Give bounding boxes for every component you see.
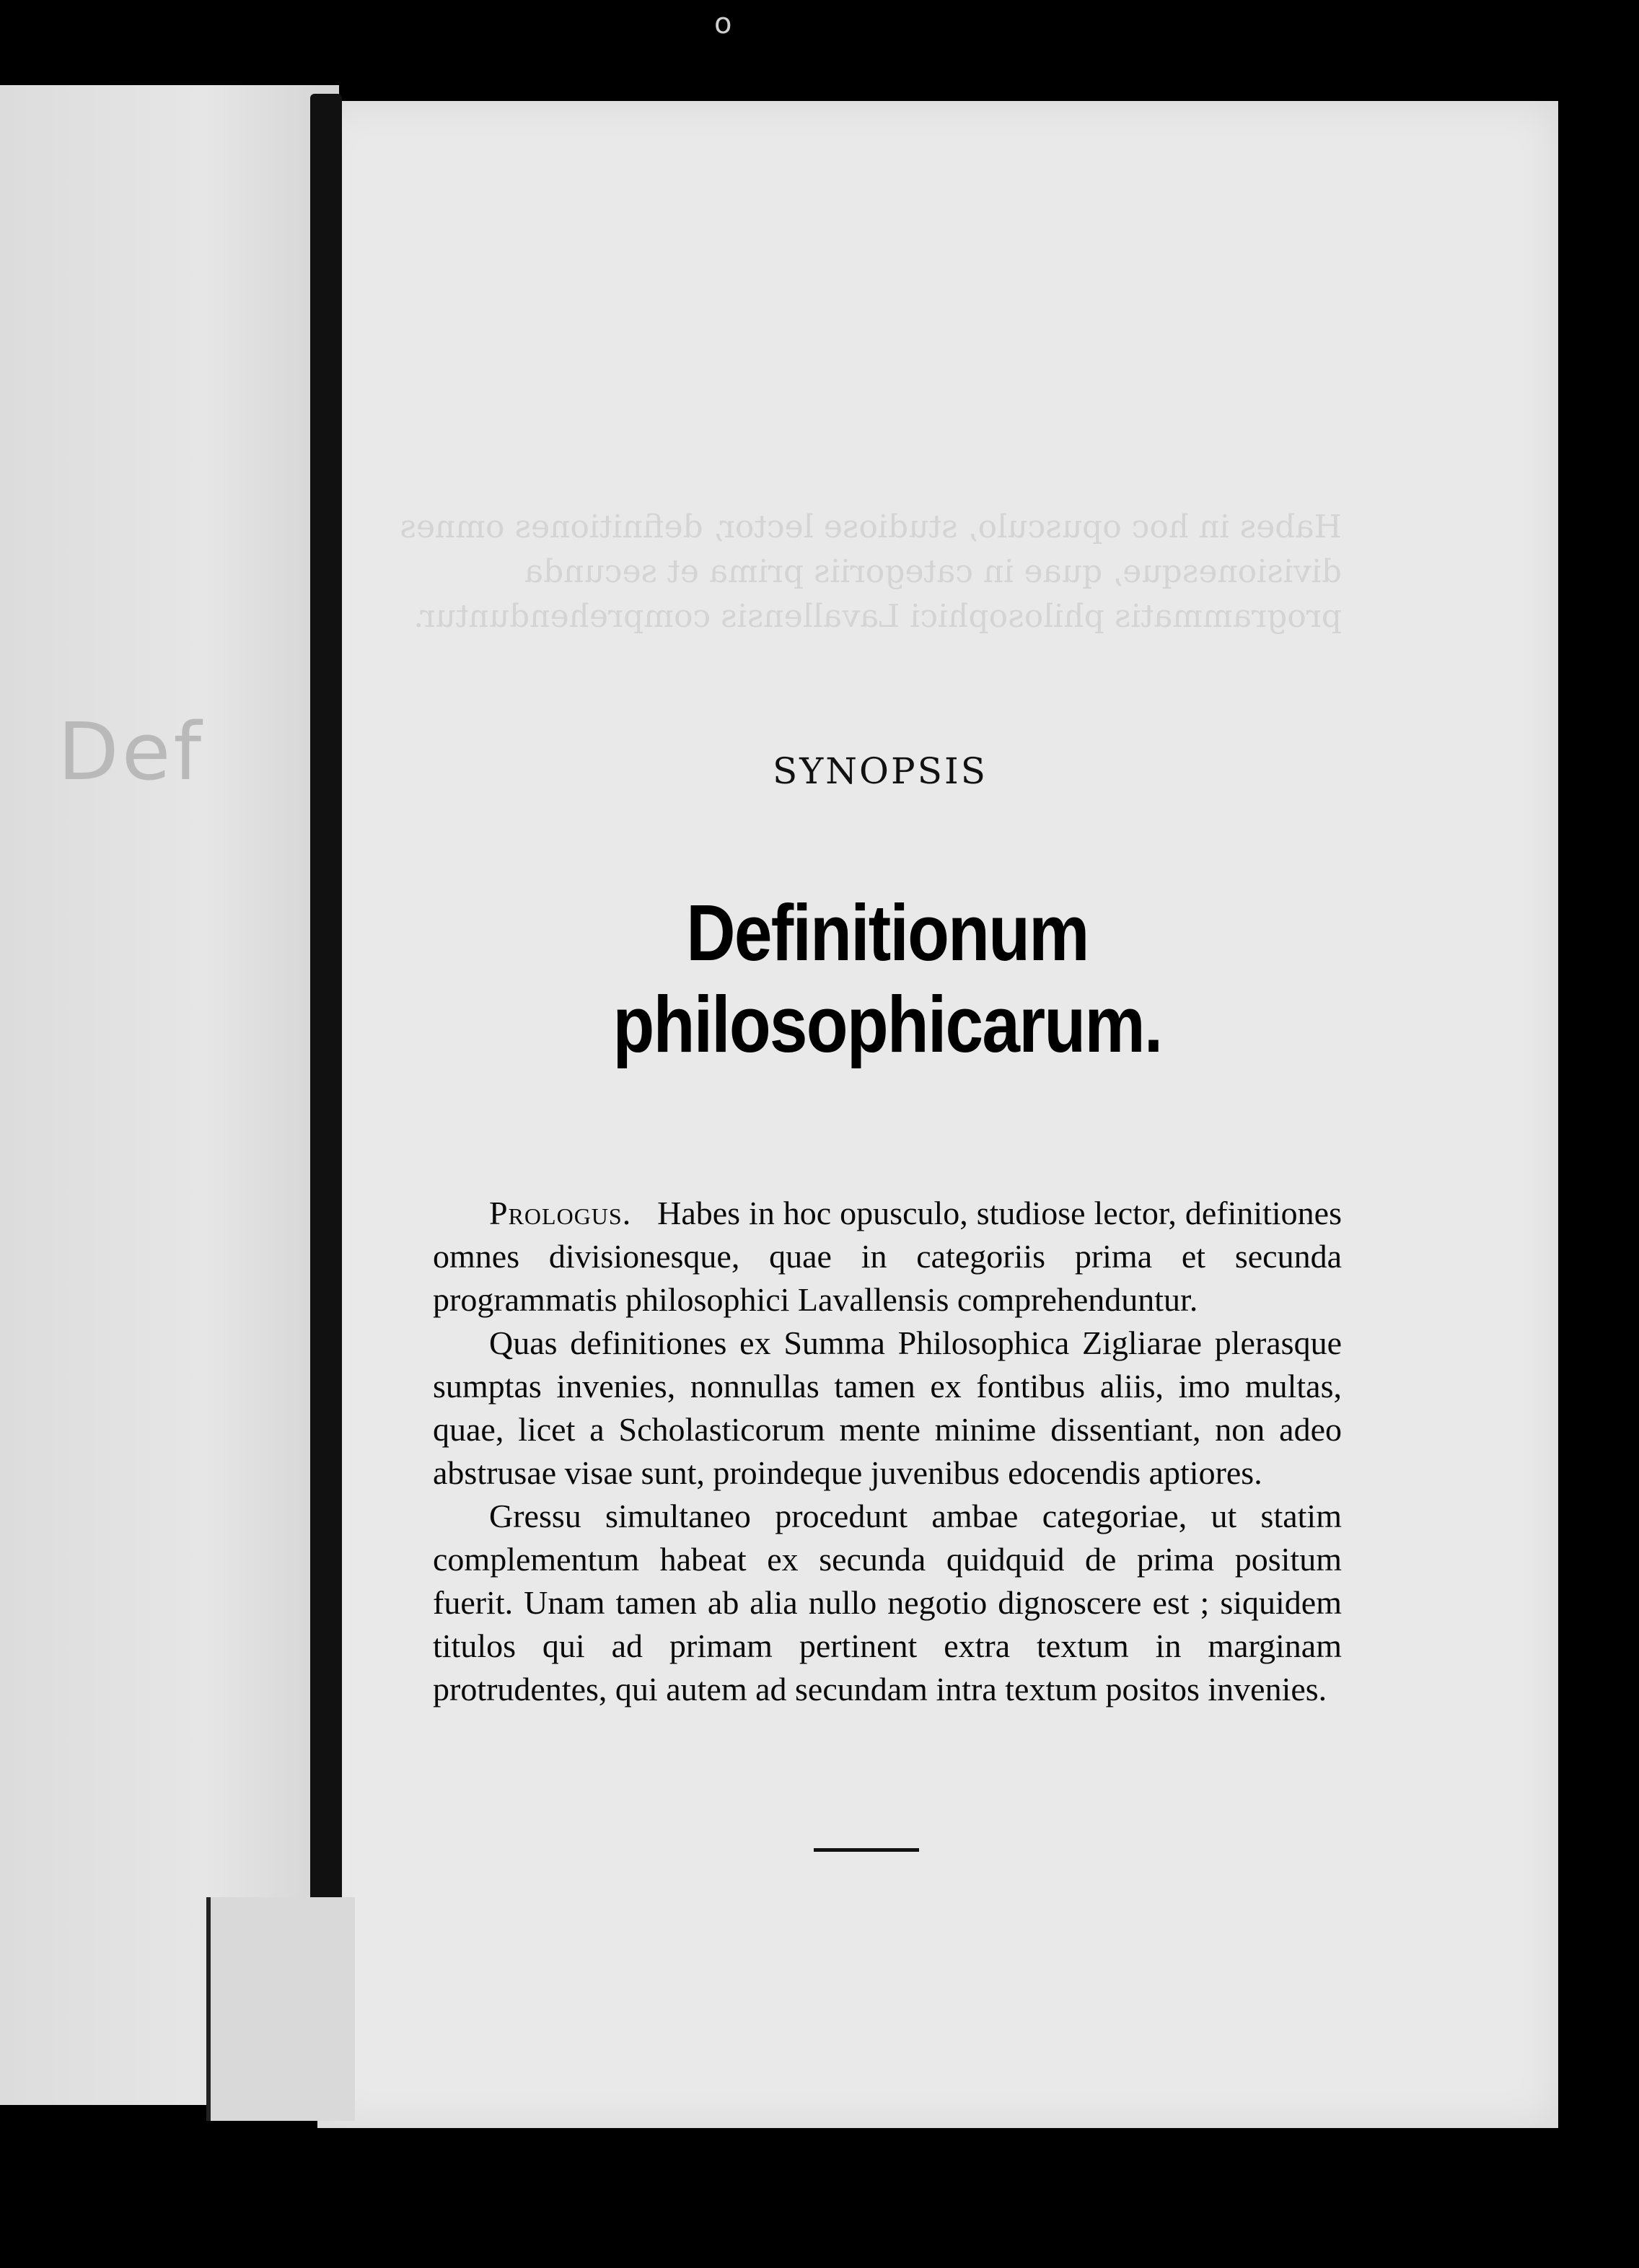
prologue-paragraph-2: Quas definitiones ex Summa Philosophica Zigliarae plerasque sumptas invenies, nonnullas tamen ex fontibus aliis, imo multas, quae, licet a Scholasticorum mente minime dissentiant, non adeo abstrusae visae sunt, proindeque juvenibus edocendis aptiores.	[433, 1324, 1342, 1491]
previous-leaf-fragment	[0, 85, 339, 2105]
closing-rule	[814, 1848, 919, 1852]
binding-shadow	[310, 94, 342, 1940]
prologue-label: Prologus.	[489, 1195, 632, 1231]
bleed-through-text: Habes in hoc opusculo, studiose lector, definitiones omnes divisionesque, quae in categoriis prima et secunda programmatis philosophici Lavallensis comprehenduntur.	[400, 509, 1342, 635]
paragraph-text: Habes in hoc opusculo, studiose lector, definitiones omnes divisionesque, quae in categoriis prima et secunda programmatis philosophici Lavallensis comprehenduntur.	[433, 1195, 1343, 1318]
prologue-paragraph-1	[433, 1192, 1342, 1322]
prologue-body	[433, 1192, 1342, 1711]
document-title: Definitionum philosophicarum.	[612, 889, 1162, 1069]
prologue-paragraph-3: Gressu simultaneo procedunt ambae categoriae, ut statim complementum habeat ex secunda quidquid de prima positum fuerit. Unam tamen ab alia nullo negotio dignoscere est ; siquidem titulos qui ad primam pertinent extra textum in marginam protrudentes, qui autem ad secundam intra textum positos invenies.	[433, 1498, 1342, 1707]
top-mark: o	[714, 7, 732, 40]
previous-leaf-text: Def	[58, 706, 205, 798]
synopsis-heading: SYNOPSIS	[773, 750, 988, 792]
binding-tear	[206, 1897, 355, 2121]
